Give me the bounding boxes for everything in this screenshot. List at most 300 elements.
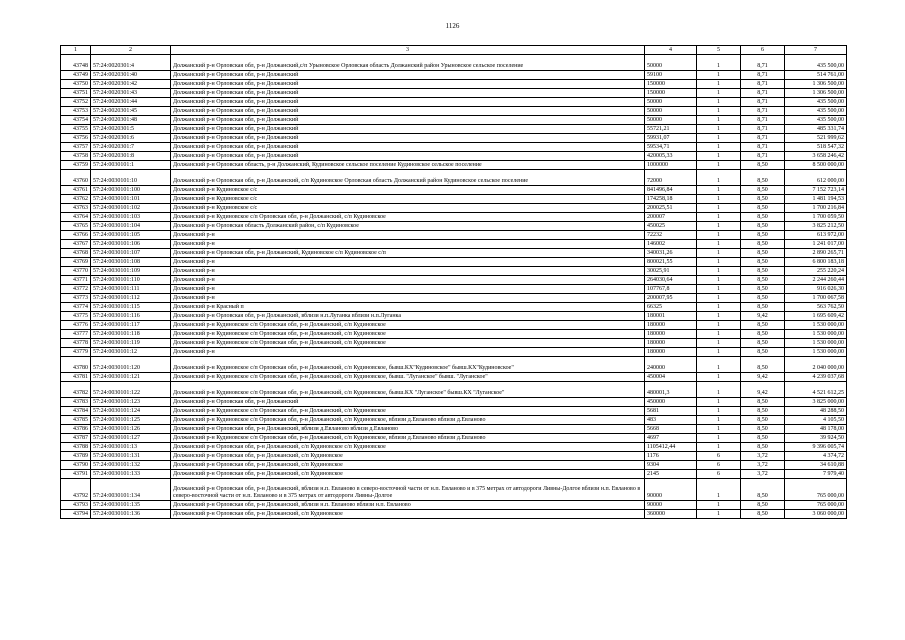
rate-cell: 9,42	[741, 312, 785, 321]
area-cell: 107767,8	[645, 285, 697, 294]
cadastral-number-cell: 57:24:0030101:119	[91, 339, 171, 348]
address-cell: Должанский р-н	[171, 285, 645, 294]
value-cell: 521 999,62	[785, 134, 847, 143]
table-row	[61, 276, 847, 285]
table-row	[61, 452, 847, 461]
area-cell: 50000	[645, 98, 697, 107]
row-number-cell: 43753	[61, 107, 91, 116]
address-cell: Должанский р-н Орловская обл, р-н Должанский	[171, 107, 645, 116]
row-number-cell: 43769	[61, 258, 91, 267]
value-cell: 3 658 246,42	[785, 152, 847, 161]
table-row	[61, 213, 847, 222]
table-row	[61, 407, 847, 416]
cadastral-number-cell: 57:24:0030101:123	[91, 398, 171, 407]
table-row	[61, 186, 847, 195]
count-cell: 1	[697, 303, 741, 312]
row-number-cell: 43752	[61, 98, 91, 107]
cadastral-number-cell: 57:24:0030101:127	[91, 434, 171, 443]
cadastral-number-cell: 57:24:0030101:134	[91, 479, 171, 501]
table-row	[61, 312, 847, 321]
rate-cell: 8,71	[741, 98, 785, 107]
rate-cell: 8,50	[741, 303, 785, 312]
cadastral-number-cell: 57:24:0030101:111	[91, 285, 171, 294]
rate-cell: 8,71	[741, 134, 785, 143]
value-cell: 1 530 000,00	[785, 330, 847, 339]
table-row	[61, 116, 847, 125]
cadastral-number-cell: 57:24:0030101:132	[91, 461, 171, 470]
area-cell: 450004	[645, 373, 697, 382]
table-row	[61, 434, 847, 443]
row-number-cell: 43790	[61, 461, 91, 470]
count-cell: 6	[697, 452, 741, 461]
row-number-cell: 43775	[61, 312, 91, 321]
address-cell: Должанский р-н Кудиновское с/п Орловская обл, р-н Должанский, с/п Кудиновское, бывш.КХ"Кудиновское" бывш.КХ"Кудиновское"	[171, 357, 645, 373]
area-cell: 264030,64	[645, 276, 697, 285]
count-cell: 1	[697, 398, 741, 407]
count-cell: 1	[697, 479, 741, 501]
value-cell: 612 000,00	[785, 170, 847, 186]
row-number-cell: 43779	[61, 348, 91, 357]
row-number-cell: 43794	[61, 510, 91, 519]
table-row	[61, 161, 847, 170]
area-cell: 340031,26	[645, 249, 697, 258]
rate-cell: 8,50	[741, 249, 785, 258]
table-row	[61, 98, 847, 107]
area-cell: 59534,71	[645, 143, 697, 152]
area-cell: 450025	[645, 222, 697, 231]
table-row	[61, 294, 847, 303]
address-cell: Должанский р-н Кудиновское с/п Орловская обл, р-н Должанский, с/п Кудиновское	[171, 321, 645, 330]
area-cell: 483	[645, 416, 697, 425]
cadastral-number-cell: 57:24:0030101:110	[91, 276, 171, 285]
value-cell: 3 825 212,50	[785, 222, 847, 231]
cadastral-number-cell: 57:24:0030101:102	[91, 204, 171, 213]
count-cell: 1	[697, 267, 741, 276]
address-cell: Должанский р-н Орловская обл, р-н Должанский, вблизи н.п. Евланово в северо-восточной части от н.п. Евланово и в 375 метрах от автодороги Ливны-Долгое вблизи н.п. Евланово в северо-восточной части от н.п. Евланово и в 375 метрах от автодороги Ливны-Долгое	[171, 479, 645, 501]
table-row	[61, 258, 847, 267]
area-cell: 150000	[645, 89, 697, 98]
area-cell: 1176	[645, 452, 697, 461]
rate-cell: 8,50	[741, 186, 785, 195]
table-row	[61, 267, 847, 276]
row-number-cell: 43788	[61, 443, 91, 452]
cadastral-number-cell: 57:24:0030101:107	[91, 249, 171, 258]
count-cell: 1	[697, 276, 741, 285]
address-cell: Должанский р-н Орловская обл, р-н Должанский	[171, 71, 645, 80]
row-number-cell: 43767	[61, 240, 91, 249]
rate-cell: 8,50	[741, 285, 785, 294]
rate-cell: 9,42	[741, 373, 785, 382]
count-cell: 1	[697, 116, 741, 125]
address-cell: Должанский р-н	[171, 276, 645, 285]
address-cell: Должанский р-н Кудиновское с/п Орловская обл, р-н Должанский, с/п Кудиновское	[171, 330, 645, 339]
count-cell: 1	[697, 312, 741, 321]
value-cell: 4 105,50	[785, 416, 847, 425]
row-number-cell: 43791	[61, 470, 91, 479]
table-row	[61, 231, 847, 240]
count-cell: 1	[697, 213, 741, 222]
value-cell: 765 000,00	[785, 479, 847, 501]
table-row	[61, 134, 847, 143]
rate-cell: 8,71	[741, 125, 785, 134]
rate-cell: 8,71	[741, 107, 785, 116]
value-cell: 1 530 000,00	[785, 321, 847, 330]
value-cell: 518 547,32	[785, 143, 847, 152]
count-cell: 1	[697, 425, 741, 434]
row-number-cell: 43760	[61, 170, 91, 186]
address-cell: Должанский р-н Орловская обл, р-н Должанский,с/п Урыновское Орловская область Должанский район Урыновское сельское поселение	[171, 55, 645, 71]
row-number-cell: 43793	[61, 501, 91, 510]
area-cell: 450000	[645, 398, 697, 407]
cadastral-number-cell: 57:24:0020301:6	[91, 134, 171, 143]
address-cell: Должанский р-н Кудиновское с/п Орловская обл, р-н Должанский, с/п Кудиновское	[171, 339, 645, 348]
rate-cell: 8,50	[741, 348, 785, 357]
value-cell: 4 521 612,25	[785, 382, 847, 398]
count-cell: 1	[697, 143, 741, 152]
row-number-cell: 43763	[61, 204, 91, 213]
cadastral-number-cell: 57:24:0030101:112	[91, 294, 171, 303]
value-cell: 3 060 000,00	[785, 510, 847, 519]
area-cell: 180000	[645, 330, 697, 339]
value-cell: 1 700 067,58	[785, 294, 847, 303]
row-number-cell: 43776	[61, 321, 91, 330]
count-cell: 1	[697, 249, 741, 258]
area-cell: 72000	[645, 170, 697, 186]
rate-cell: 8,71	[741, 152, 785, 161]
header-cell: 6	[741, 46, 785, 55]
value-cell: 39 924,50	[785, 434, 847, 443]
table-row	[61, 152, 847, 161]
value-cell: 6 800 183,18	[785, 258, 847, 267]
rate-cell: 8,50	[741, 204, 785, 213]
address-cell: Должанский р-н Кудиновское с/с	[171, 186, 645, 195]
area-cell: 90000	[645, 501, 697, 510]
address-cell: Должанский р-н Кудиновское с/п Орловская обл, р-н Должанский, с/п Кудиновское, вблизи д.Евланово вблизи д.Евланово	[171, 416, 645, 425]
rate-cell: 8,50	[741, 501, 785, 510]
address-cell: Должанский р-н Орловская обл, р-н Должанский, с/п Кудиновское	[171, 461, 645, 470]
row-number-cell: 43782	[61, 382, 91, 398]
rate-cell: 8,50	[741, 267, 785, 276]
row-number-cell: 43754	[61, 116, 91, 125]
value-cell: 2 040 000,00	[785, 357, 847, 373]
area-cell: 150000	[645, 80, 697, 89]
row-number-cell: 43774	[61, 303, 91, 312]
rate-cell: 8,50	[741, 258, 785, 267]
area-cell: 4697	[645, 434, 697, 443]
count-cell: 1	[697, 231, 741, 240]
area-cell: 360000	[645, 510, 697, 519]
value-cell: 435 500,00	[785, 55, 847, 71]
area-cell: 200025,51	[645, 204, 697, 213]
area-cell: 1000000	[645, 161, 697, 170]
cadastral-number-cell: 57:24:0020301:4	[91, 55, 171, 71]
count-cell: 1	[697, 330, 741, 339]
count-cell: 1	[697, 80, 741, 89]
rate-cell: 8,50	[741, 443, 785, 452]
row-number-cell: 43786	[61, 425, 91, 434]
value-cell: 563 762,50	[785, 303, 847, 312]
row-number-cell: 43768	[61, 249, 91, 258]
count-cell: 1	[697, 186, 741, 195]
address-cell: Должанский р-н	[171, 348, 645, 357]
table-row	[61, 330, 847, 339]
area-cell: 72232	[645, 231, 697, 240]
cadastral-number-cell: 57:24:0030101:136	[91, 510, 171, 519]
address-cell: Должанский р-н Орловская обл, р-н Должанский, с/п Кудиновское	[171, 452, 645, 461]
address-cell: Должанский р-н Кудиновское с/п Орловская обл, р-н Должанский, с/п Кудиновское	[171, 407, 645, 416]
rate-cell: 8,50	[741, 434, 785, 443]
table-row	[61, 204, 847, 213]
value-cell: 7 979,40	[785, 470, 847, 479]
rate-cell: 8,50	[741, 510, 785, 519]
address-cell: Должанский р-н Орловская обл, р-н Должанский	[171, 98, 645, 107]
table-row	[61, 285, 847, 294]
cadastral-number-cell: 57:24:0030101:120	[91, 357, 171, 373]
rate-cell: 8,50	[741, 170, 785, 186]
rate-cell: 8,50	[741, 416, 785, 425]
area-cell: 55721,21	[645, 125, 697, 134]
value-cell: 1 241 017,00	[785, 240, 847, 249]
address-cell: Должанский р-н Кудиновское с/п Орловская обл, р-н Должанский, с/п Кудиновское	[171, 213, 645, 222]
row-number-cell: 43749	[61, 71, 91, 80]
cadastral-number-cell: 57:24:0020301:8	[91, 152, 171, 161]
area-cell: 174258,18	[645, 195, 697, 204]
row-number-cell: 43766	[61, 231, 91, 240]
page-number: 1126	[445, 22, 460, 30]
count-cell: 1	[697, 222, 741, 231]
count-cell: 1	[697, 240, 741, 249]
cadastral-number-cell: 57:24:0030101:122	[91, 382, 171, 398]
count-cell: 1	[697, 501, 741, 510]
rate-cell: 8,50	[741, 161, 785, 170]
area-cell: 5681	[645, 407, 697, 416]
cadastral-number-cell: 57:24:0020301:45	[91, 107, 171, 116]
header-cell: 3	[171, 46, 645, 55]
table-row	[61, 71, 847, 80]
table-row	[61, 195, 847, 204]
rate-cell: 8,71	[741, 55, 785, 71]
address-cell: Должанский р-н	[171, 267, 645, 276]
row-number-cell: 43787	[61, 434, 91, 443]
table-row	[61, 303, 847, 312]
row-number-cell: 43781	[61, 373, 91, 382]
table-row	[61, 348, 847, 357]
count-cell: 1	[697, 204, 741, 213]
cadastral-number-cell: 57:24:0020301:48	[91, 116, 171, 125]
cadastral-number-cell: 57:24:0030101:117	[91, 321, 171, 330]
count-cell: 1	[697, 55, 741, 71]
row-number-cell: 43789	[61, 452, 91, 461]
count-cell: 1	[697, 294, 741, 303]
rate-cell: 8,50	[741, 276, 785, 285]
area-cell: 146002	[645, 240, 697, 249]
address-cell: Должанский р-н Орловская обл, р-н Должанский, с/п Кудиновское с/п Кудиновское	[171, 443, 645, 452]
registry-table	[60, 45, 847, 519]
value-cell: 255 220,24	[785, 267, 847, 276]
rate-cell: 8,71	[741, 116, 785, 125]
count-cell: 1	[697, 357, 741, 373]
rate-cell: 8,71	[741, 89, 785, 98]
count-cell: 1	[697, 98, 741, 107]
address-cell: Должанский р-н Орловская обл, р-н Должанский	[171, 134, 645, 143]
area-cell: 50000	[645, 116, 697, 125]
count-cell: 1	[697, 407, 741, 416]
rate-cell: 8,71	[741, 80, 785, 89]
cadastral-number-cell: 57:24:0030101:116	[91, 312, 171, 321]
row-number-cell: 43750	[61, 80, 91, 89]
count-cell: 1	[697, 170, 741, 186]
area-cell: 50000	[645, 55, 697, 71]
address-cell: Должанский р-н Орловская область Должанский район, с/п Кудиновское	[171, 222, 645, 231]
value-cell: 1 306 500,00	[785, 89, 847, 98]
area-cell: 59931,07	[645, 134, 697, 143]
address-cell: Должанский р-н Орловская обл, р-н Должанский	[171, 125, 645, 134]
cadastral-number-cell: 57:24:0020301:5	[91, 125, 171, 134]
table-row	[61, 470, 847, 479]
cadastral-number-cell: 57:24:0030101:115	[91, 303, 171, 312]
cadastral-number-cell: 57:24:0030101:109	[91, 267, 171, 276]
row-number-cell: 43765	[61, 222, 91, 231]
address-cell: Должанский р-н Орловская обл, р-н Должанский, вблизи н.п.Луганка вблизи н.п.Луганка	[171, 312, 645, 321]
count-cell: 1	[697, 434, 741, 443]
row-number-cell: 43764	[61, 213, 91, 222]
row-number-cell: 43778	[61, 339, 91, 348]
table-row	[61, 339, 847, 348]
value-cell: 1 306 500,00	[785, 80, 847, 89]
table-row	[61, 461, 847, 470]
value-cell: 1 530 000,00	[785, 339, 847, 348]
cadastral-number-cell: 57:24:0030101:131	[91, 452, 171, 461]
row-number-cell: 43755	[61, 125, 91, 134]
table-row	[61, 249, 847, 258]
area-cell: 480001,3	[645, 382, 697, 398]
count-cell: 1	[697, 339, 741, 348]
row-number-cell: 43784	[61, 407, 91, 416]
row-number-cell: 43758	[61, 152, 91, 161]
count-cell: 1	[697, 443, 741, 452]
cadastral-number-cell: 57:24:0020301:42	[91, 80, 171, 89]
row-number-cell: 43770	[61, 267, 91, 276]
row-number-cell: 43783	[61, 398, 91, 407]
row-number-cell: 43757	[61, 143, 91, 152]
area-cell: 180000	[645, 321, 697, 330]
header-cell: 5	[697, 46, 741, 55]
address-cell: Должанский р-н Орловская обл, р-н Должанский, с/п Кудиновское Орловская область Должанский район Кудиновское сельское поселение	[171, 170, 645, 186]
header-cell: 1	[61, 46, 91, 55]
count-cell: 1	[697, 195, 741, 204]
header-row	[61, 46, 847, 55]
area-cell: 240000	[645, 357, 697, 373]
address-cell: Должанский р-н	[171, 294, 645, 303]
value-cell: 2 244 260,44	[785, 276, 847, 285]
area-cell: 59100	[645, 71, 697, 80]
count-cell: 1	[697, 416, 741, 425]
address-cell: Должанский р-н Орловская обл, р-н Должанский, вблизи д.Евланово вблизи д.Евланово	[171, 425, 645, 434]
cadastral-number-cell: 57:24:0020301:40	[91, 71, 171, 80]
cadastral-number-cell: 57:24:0030101:133	[91, 470, 171, 479]
count-cell: 1	[697, 125, 741, 134]
rate-cell: 8,50	[741, 240, 785, 249]
address-cell: Должанский р-н Орловская обл, р-н Должанский, вблизи н.п. Евланово вблизи н.п. Евланово	[171, 501, 645, 510]
table-row	[61, 80, 847, 89]
count-cell: 6	[697, 470, 741, 479]
address-cell: Должанский р-н Орловская обл, р-н Должанский	[171, 152, 645, 161]
value-cell: 8 500 000,00	[785, 161, 847, 170]
table-row	[61, 89, 847, 98]
rate-cell: 8,50	[741, 213, 785, 222]
value-cell: 2 890 265,71	[785, 249, 847, 258]
table-row	[61, 321, 847, 330]
area-cell: 180001	[645, 312, 697, 321]
area-cell: 9304	[645, 461, 697, 470]
row-number-cell: 43748	[61, 55, 91, 71]
cadastral-number-cell: 57:24:0030101:100	[91, 186, 171, 195]
row-number-cell: 43780	[61, 357, 91, 373]
area-cell: 90000	[645, 479, 697, 501]
count-cell: 1	[697, 89, 741, 98]
rate-cell: 3,72	[741, 452, 785, 461]
rate-cell: 8,50	[741, 479, 785, 501]
cadastral-number-cell: 57:24:0020301:44	[91, 98, 171, 107]
area-cell: 800021,55	[645, 258, 697, 267]
area-cell: 66325	[645, 303, 697, 312]
count-cell: 1	[697, 107, 741, 116]
area-cell: 180000	[645, 339, 697, 348]
area-cell: 180000	[645, 348, 697, 357]
cadastral-number-cell: 57:24:0020301:43	[91, 89, 171, 98]
table-row	[61, 125, 847, 134]
count-cell: 1	[697, 348, 741, 357]
address-cell: Должанский р-н Кудиновское с/п Орловская обл, р-н Должанский, с/п Кудиновское, бывш.КХ "Луганское" бывш.КХ "Луганское"	[171, 382, 645, 398]
cadastral-number-cell: 57:24:0030101:103	[91, 213, 171, 222]
row-number-cell: 43773	[61, 294, 91, 303]
cadastral-number-cell: 57:24:0030101:101	[91, 195, 171, 204]
rate-cell: 8,50	[741, 222, 785, 231]
cadastral-number-cell: 57:24:0030101:10	[91, 170, 171, 186]
table-row	[61, 479, 847, 501]
count-cell: 1	[697, 71, 741, 80]
value-cell: 48 178,00	[785, 425, 847, 434]
count-cell: 1	[697, 152, 741, 161]
row-number-cell: 43759	[61, 161, 91, 170]
cadastral-number-cell: 57:24:0030101:13	[91, 443, 171, 452]
area-cell: 420005,33	[645, 152, 697, 161]
address-cell: Должанский р-н Орловская обл, р-н Должанский	[171, 80, 645, 89]
cadastral-number-cell: 57:24:0030101:106	[91, 240, 171, 249]
value-cell: 435 500,00	[785, 98, 847, 107]
address-cell: Должанский р-н Орловская область, р-н Должанский, Кудиновское сельское поселение Кудиновское сельское поселение	[171, 161, 645, 170]
row-number-cell: 43785	[61, 416, 91, 425]
header-cell: 7	[785, 46, 847, 55]
table-row	[61, 357, 847, 373]
value-cell: 4 374,72	[785, 452, 847, 461]
cadastral-number-cell: 57:24:0030101:125	[91, 416, 171, 425]
count-cell: 1	[697, 321, 741, 330]
count-cell: 1	[697, 373, 741, 382]
count-cell: 1	[697, 134, 741, 143]
table-row	[61, 107, 847, 116]
table-row	[61, 143, 847, 152]
rate-cell: 8,50	[741, 357, 785, 373]
rate-cell: 8,50	[741, 231, 785, 240]
value-cell: 3 825 000,00	[785, 398, 847, 407]
address-cell: Должанский р-н Орловская обл, р-н Должанский, с/п Кудиновское	[171, 510, 645, 519]
table-body	[61, 55, 847, 519]
rate-cell: 3,72	[741, 461, 785, 470]
rate-cell: 8,50	[741, 330, 785, 339]
area-cell: 50000	[645, 107, 697, 116]
rate-cell: 8,50	[741, 195, 785, 204]
